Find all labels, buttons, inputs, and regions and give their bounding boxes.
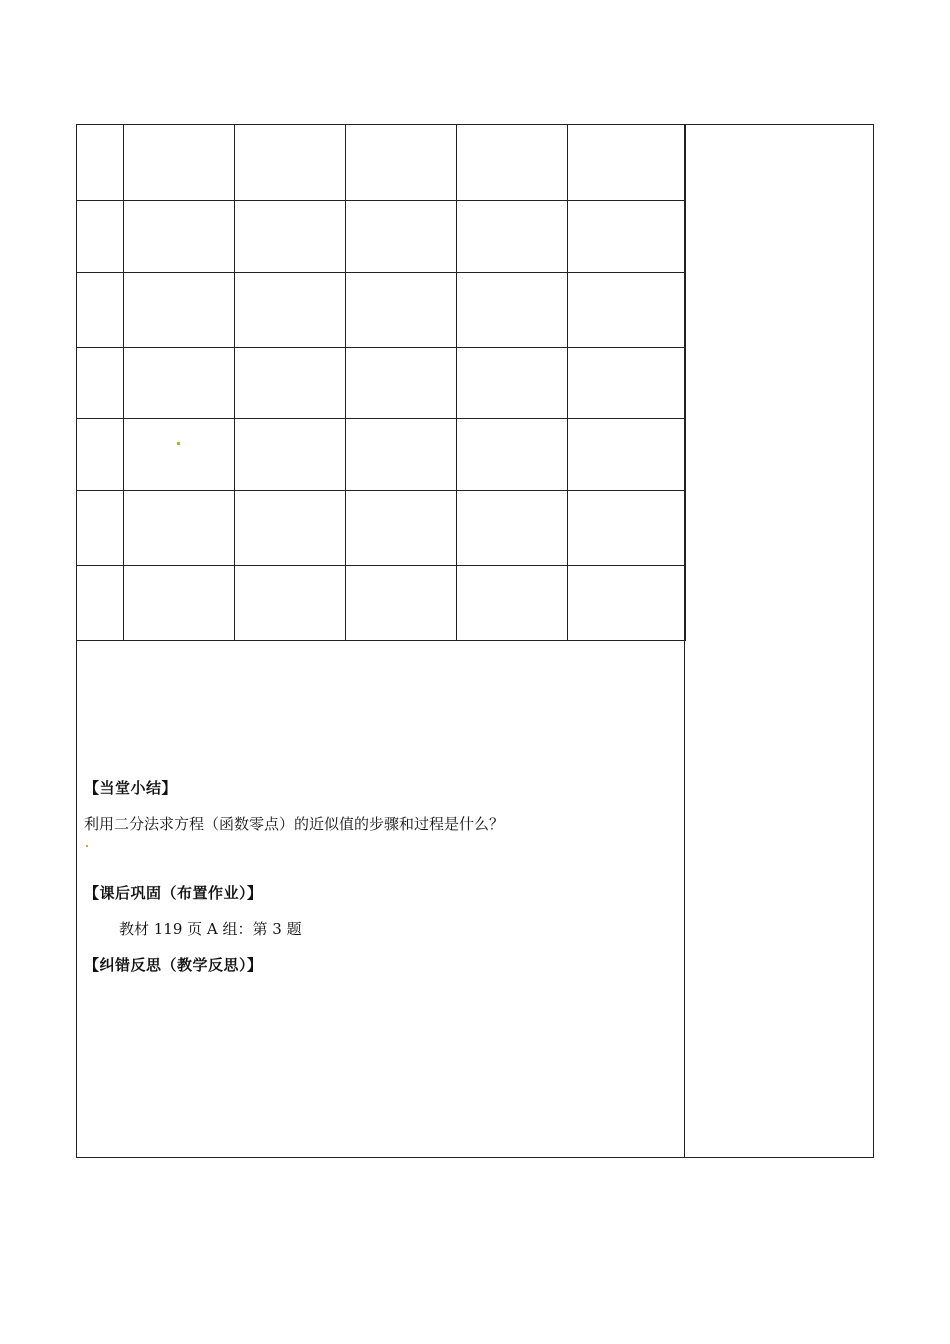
table-cell bbox=[346, 419, 457, 491]
table-cell bbox=[77, 348, 124, 419]
table-cell bbox=[568, 273, 686, 348]
reflection-heading: 【纠错反思（教学反思）】 bbox=[84, 956, 263, 974]
table-cell bbox=[457, 201, 568, 273]
table-cell bbox=[568, 348, 686, 419]
table-cell bbox=[124, 125, 235, 201]
table-cell bbox=[77, 419, 124, 491]
table-cell bbox=[124, 419, 235, 491]
table-cell bbox=[346, 125, 457, 201]
table-cell bbox=[77, 566, 124, 641]
table-cell bbox=[457, 491, 568, 566]
table-cell bbox=[235, 201, 346, 273]
table-cell bbox=[568, 491, 686, 566]
table-cell bbox=[124, 566, 235, 641]
table-cell bbox=[77, 273, 124, 348]
table-cell bbox=[457, 273, 568, 348]
table-cell bbox=[346, 491, 457, 566]
table-cell bbox=[124, 273, 235, 348]
table-row bbox=[77, 348, 686, 419]
bisection-table bbox=[76, 124, 686, 641]
table-cell bbox=[457, 419, 568, 491]
table-cell bbox=[568, 419, 686, 491]
table-cell bbox=[346, 201, 457, 273]
table-cell bbox=[124, 491, 235, 566]
table-cell bbox=[77, 125, 124, 201]
table-cell bbox=[568, 566, 686, 641]
table-cell bbox=[346, 566, 457, 641]
table-cell bbox=[235, 273, 346, 348]
table-cell bbox=[235, 566, 346, 641]
table-cell bbox=[235, 125, 346, 201]
table-cell bbox=[457, 566, 568, 641]
table-cell bbox=[457, 125, 568, 201]
table-cell bbox=[77, 491, 124, 566]
table-cell bbox=[568, 125, 686, 201]
stray-dot-mark bbox=[177, 442, 180, 445]
homework-heading: 【课后巩固（布置作业）】 bbox=[84, 884, 263, 902]
summary-question: 利用二分法求方程（函数零点）的近似值的步骤和过程是什么？ bbox=[84, 815, 505, 833]
table-row bbox=[77, 125, 686, 201]
homework-assignment: 教材 119 页 A 组：第 3 题 bbox=[119, 920, 302, 938]
table-cell bbox=[124, 348, 235, 419]
table-cell bbox=[457, 348, 568, 419]
table-row bbox=[77, 419, 686, 491]
table-cell bbox=[235, 348, 346, 419]
summary-heading: 【当堂小结】 bbox=[84, 779, 178, 797]
table-cell bbox=[568, 201, 686, 273]
table-row bbox=[77, 566, 686, 641]
table-cell bbox=[235, 419, 346, 491]
table-cell bbox=[346, 273, 457, 348]
table-cell bbox=[124, 201, 235, 273]
table-cell bbox=[346, 348, 457, 419]
table-row bbox=[77, 273, 686, 348]
table-cell bbox=[77, 201, 124, 273]
table-row bbox=[77, 491, 686, 566]
table-row bbox=[77, 201, 686, 273]
stray-dot-mark bbox=[86, 845, 88, 847]
table-cell bbox=[235, 491, 346, 566]
